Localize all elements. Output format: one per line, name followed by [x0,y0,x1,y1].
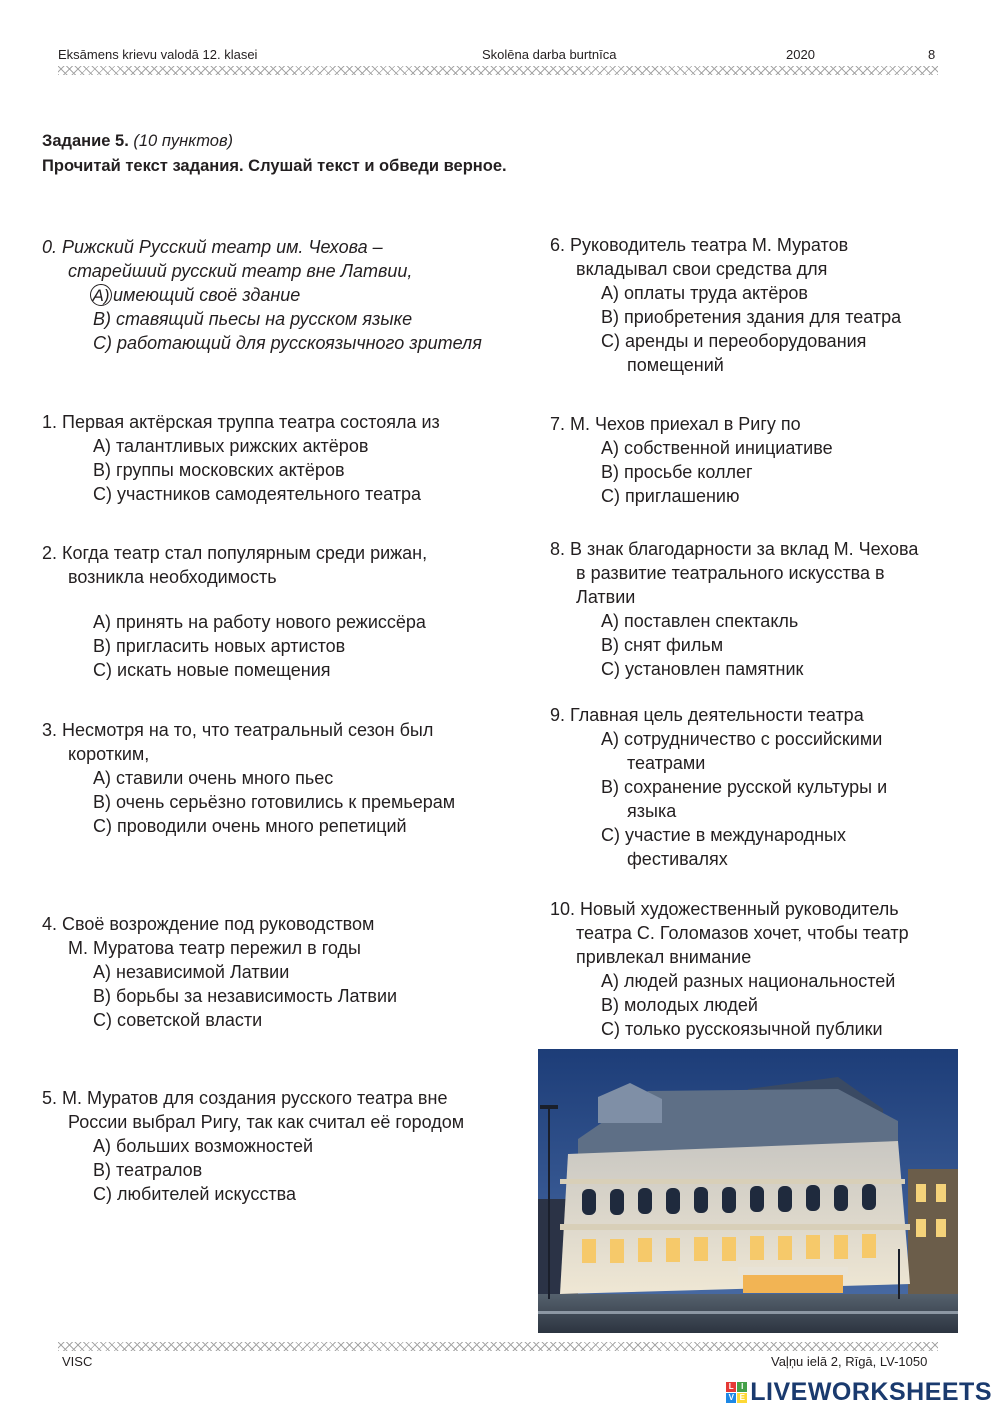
option-c[interactable]: C) участие в международных фестивалях [601,825,846,869]
option-b[interactable]: B) театралов [93,1160,203,1180]
header-exam-title: Eksāmens krievu valodā 12. klasei [58,47,258,62]
option-c[interactable]: C) советской власти [93,1010,263,1030]
circled-answer-mark: A) [90,284,112,306]
header-workbook-title: Skolēna darba burtnīca [482,47,617,62]
option-b[interactable]: B) борьбы за независимость Латвии [93,986,398,1006]
question-stem: 4. Своё возрождение под руководством М. Муратова театр пережил в годы [42,914,375,958]
header-page-number: 8 [928,47,936,62]
option-a[interactable]: A) ставили очень много пьес [93,768,334,788]
option-c[interactable]: C) аренды и переоборудования помещений [601,331,867,375]
footer-org: VISC [62,1354,93,1369]
header-year: 2020 [786,47,815,62]
question-1 [42,410,512,506]
option-b[interactable]: B) группы московских актёров [93,460,345,480]
question-5 [42,1086,522,1206]
option-c[interactable]: C) только русскоязычной публики [601,1019,883,1039]
task-instruction: Прочитай текст задания. Слушай текст и обведи верное. [42,157,507,175]
logo-grid-icon: L I V E [726,1382,747,1403]
logo-wordmark: LIVEWORKSHEETS [750,1378,992,1406]
question-3 [42,718,512,838]
option-a[interactable]: A) сотрудничество с российскими театрами [601,729,883,773]
option-a[interactable]: A) людей разных национальностей [601,971,896,991]
question-10 [550,897,980,1041]
question-stem: 8. В знак благодарности за вклад М. Чехова в развитие театрального искусства в Латвии [550,539,919,607]
task-title [42,132,233,151]
task-points: (10 пунктов) [133,132,234,150]
question-6 [550,233,970,377]
option-b[interactable]: B) молодых людей [601,995,758,1015]
question-9 [550,703,970,871]
question-stem: 2. Когда театр стал популярным среди рижан, возникла необходимость [42,543,428,587]
option-a[interactable]: A) имеющий своё здание [42,283,512,307]
question-stem: 9. Главная цель деятельности театра [550,705,864,725]
option-c[interactable]: C) приглашению [601,486,740,506]
liveworksheets-logo [726,1378,992,1407]
option-a[interactable]: A) талантливых рижских актёров [93,436,369,456]
option-c[interactable]: C) установлен памятник [601,659,804,679]
question-7 [550,412,970,508]
question-stem: 5. М. Муратов для создания русского театра вне России выбрал Ригу, так как считал её городом [42,1088,465,1132]
theatre-building-photo [538,1049,958,1333]
option-a[interactable]: A) оплаты труда актёров [601,283,808,303]
question-4 [42,912,512,1032]
option-a[interactable]: A) независимой Латвии [93,962,290,982]
question-stem: 6. Руководитель театра М. Муратов вкладывал свои средства для [550,235,849,279]
option-a[interactable]: A) поставлен спектакль [601,611,799,631]
footer-address: Vaļņu ielā 2, Rīgā, LV-1050 [771,1354,928,1369]
question-stem: 0. Рижский Русский театр им. Чехова – старейший русский театр вне Латвии, [42,237,413,281]
option-b[interactable]: B) просьбе коллег [601,462,753,482]
option-c[interactable]: C) проводили очень много репетиций [93,816,407,836]
option-b[interactable]: B) очень серьёзно готовились к премьерам [93,792,456,812]
option-c[interactable]: C) участников самодеятельного театра [93,484,421,504]
option-c[interactable]: C) работающий для русскоязычного зрителя [93,333,482,353]
question-stem: 10. Новый художественный руководитель театра С. Голомазов хочет, чтобы театр привлекал внимание [550,899,909,967]
option-b[interactable]: B) снят фильм [601,635,724,655]
option-b[interactable]: B) ставящий пьесы на русском языке [93,309,413,329]
option-c[interactable]: C) искать новые помещения [93,660,331,680]
question-2 [42,541,512,682]
question-stem: 3. Несмотря на то, что театральный сезон был коротким, [42,720,434,764]
question-stem: 1. Первая актёрская труппа театра состояла из [42,412,440,432]
option-a[interactable]: A) собственной инициативе [601,438,833,458]
question-example [42,235,512,355]
option-a[interactable]: A) больших возможностей [93,1136,314,1156]
header-ornament-divider [58,66,938,75]
question-stem: 7. М. Чехов приехал в Ригу по [550,414,801,434]
option-b[interactable]: B) приобретения здания для театра [601,307,902,327]
question-8 [550,537,980,681]
footer-ornament-divider [58,1342,938,1351]
option-b[interactable]: B) пригласить новых артистов [93,636,346,656]
option-c[interactable]: C) любителей искусства [93,1184,296,1204]
option-b[interactable]: B) сохранение русской культуры и языка [601,777,888,821]
option-a[interactable]: A) принять на работу нового режиссёра [93,612,426,632]
task-number: Задание 5. [42,132,129,150]
